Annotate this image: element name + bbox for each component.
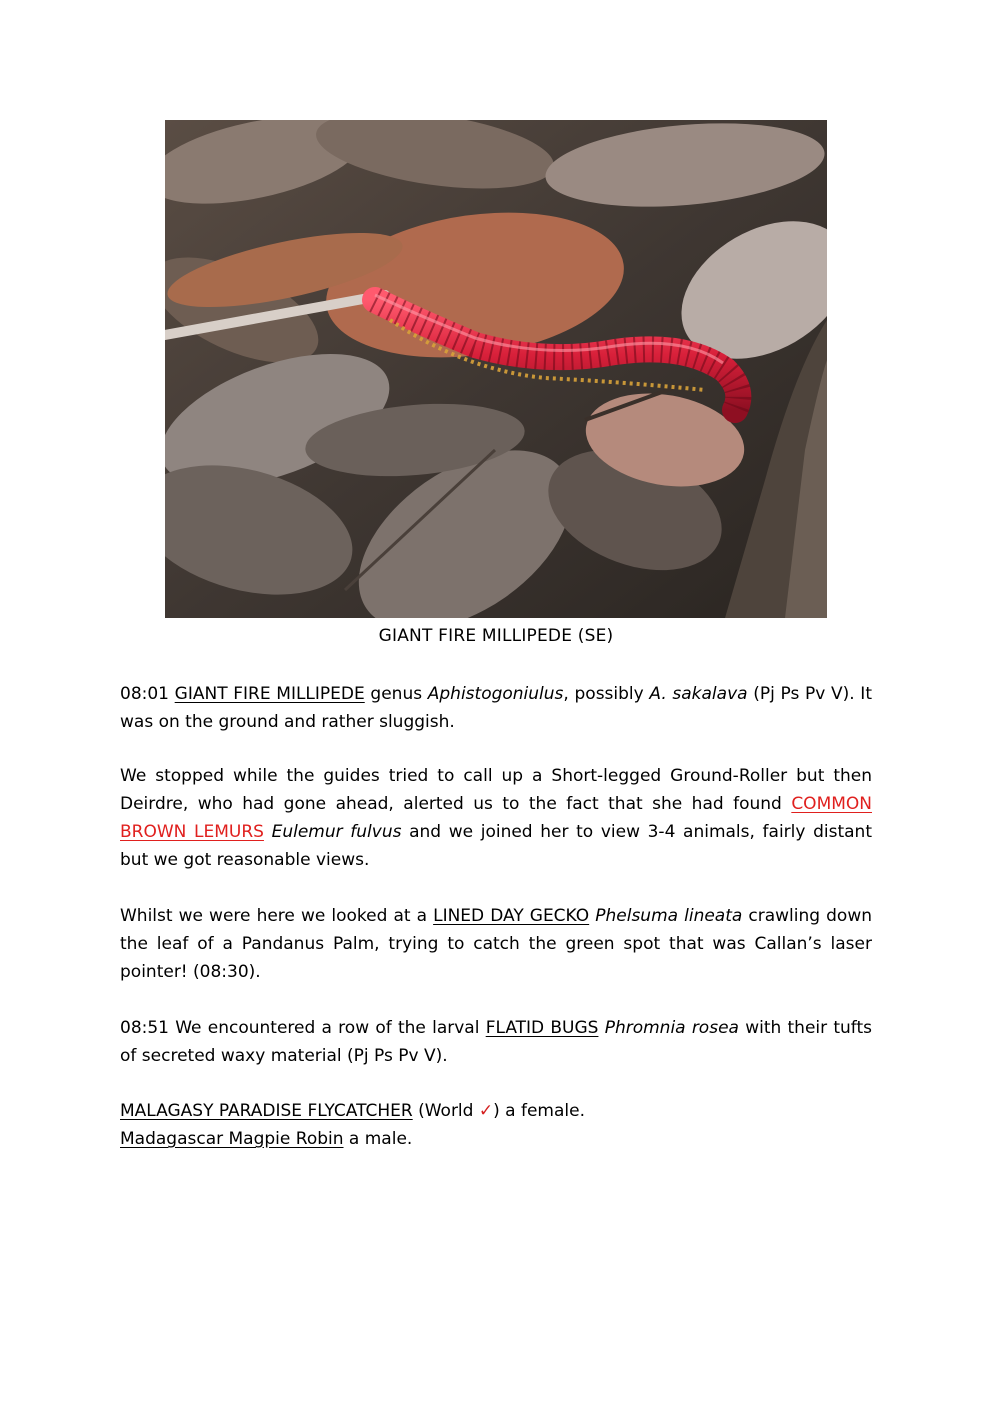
text: (World	[412, 1101, 479, 1121]
scientific-name: A. sakalava	[649, 684, 748, 704]
photo-caption: GIANT FIRE MILLIPEDE (SE)	[378, 626, 614, 646]
paragraph-lemurs	[120, 762, 872, 874]
paragraph-birds	[120, 1097, 872, 1153]
time-stamp: 08:51	[120, 1018, 169, 1038]
text: and we joined her to view 3-4 animals, fairly distant but we got reasonable views.	[120, 822, 872, 870]
text: ) a female.	[493, 1101, 585, 1121]
species-name: FLATID BUGS	[485, 1018, 599, 1038]
paragraph-gecko	[120, 902, 872, 986]
time-stamp: 08:01	[120, 684, 169, 704]
text: Whilst we were here we looked at a	[120, 906, 434, 926]
text: We stopped while the guides tried to call up a Short-legged Ground-Roller but then Deirdre, who had gone ahead, alerted us to the fact that she had found	[120, 766, 872, 814]
scientific-name: Phelsuma lineata	[595, 906, 743, 926]
bird-line-flycatcher	[120, 1097, 872, 1125]
species-name: Madagascar Magpie Robin	[120, 1129, 344, 1149]
text: We encountered a row of the larval	[169, 1018, 486, 1038]
species-name: GIANT FIRE MILLIPEDE	[174, 684, 365, 704]
text: genus	[364, 684, 428, 704]
text: with their tufts of secreted waxy material (Pj Ps Pv V).	[120, 1018, 873, 1066]
species-name-new: COMMON BROWN LEMURS	[120, 794, 872, 842]
leaf-litter-image	[165, 120, 827, 618]
paragraph-millipede	[120, 680, 872, 736]
check-icon: ✓	[478, 1101, 494, 1121]
scientific-name: Aphistogoniulus	[427, 684, 564, 704]
text: a male.	[343, 1129, 413, 1149]
paragraph-flatid-bugs	[120, 1014, 872, 1070]
text: (Pj Ps Pv V). It was on the ground and rather sluggish.	[120, 684, 872, 732]
millipede-photo	[165, 120, 827, 618]
text: crawling down the leaf of a Pandanus Palm, trying to catch the green spot that was Callan’s laser pointer! (08:30).	[120, 906, 872, 982]
bird-line-magpie-robin	[120, 1125, 872, 1153]
scientific-name: Phromnia rosea	[604, 1018, 739, 1038]
species-name: LINED DAY GECKO	[433, 906, 590, 926]
text: , possibly	[563, 684, 650, 704]
species-name: MALAGASY PARADISE FLYCATCHER	[120, 1101, 413, 1121]
scientific-name: Eulemur fulvus	[271, 822, 402, 842]
